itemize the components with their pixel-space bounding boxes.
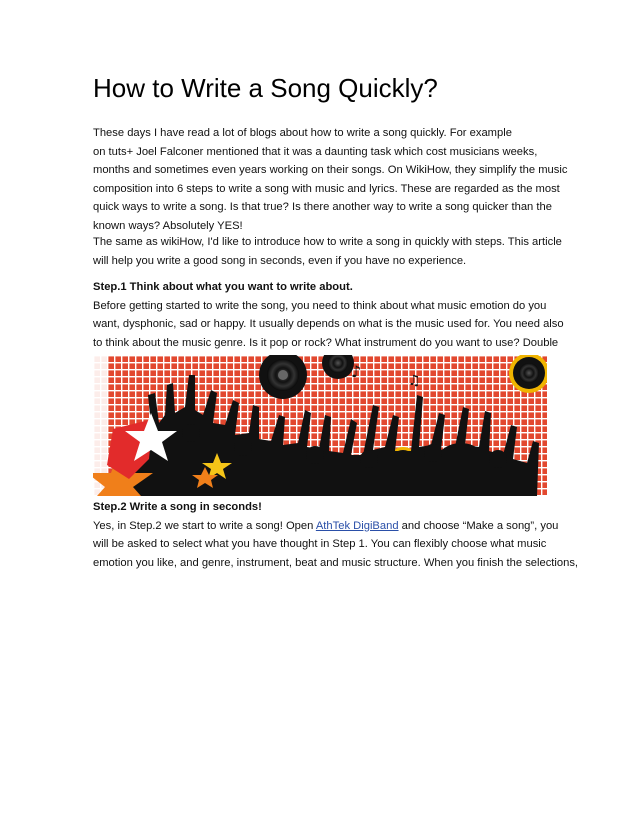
- paragraph-line: will help you write a good song in seconds, even if you have no experience.: [93, 254, 467, 267]
- intro-line: months and sometimes even years working on their songs. On WikiHow, they simplify the music: [93, 164, 568, 176]
- concert-illustration: [93, 355, 547, 496]
- step2-section: [93, 498, 579, 572]
- step2-heading: Step.2 Write a song in seconds!: [93, 501, 262, 513]
- step1-line: to think about the music genre. Is it pop or rock? What instrument do you want to use? Double: [93, 336, 559, 349]
- intro-line: on tuts+ Joel Falconer mentioned that it was a daunting task which cost musicians weeks,: [93, 145, 538, 158]
- step2-line: [93, 517, 559, 536]
- step2-text: and choose “Make a song”, you: [398, 519, 559, 532]
- intro-paragraph: [93, 124, 568, 235]
- step2-line: emotion you like, and genre, instrument, beat and music structure. When you finish the selections,: [93, 556, 579, 569]
- svg-text:♪: ♪: [351, 362, 362, 381]
- intro-line: These days I have read a lot of blogs about how to write a song quickly. For example: [93, 127, 512, 139]
- step2-text: Yes, in Step.2 we start to write a song! Open: [93, 519, 316, 532]
- svg-text:♫: ♫: [408, 373, 421, 389]
- second-paragraph: [93, 233, 562, 270]
- page-title: How to Write a Song Quickly?: [93, 73, 438, 103]
- step1-heading: Step.1 Think about what you want to write about.: [93, 281, 353, 293]
- intro-line: known ways? Absolutely YES!: [93, 219, 243, 232]
- step1-line: Before getting started to write the song, you need to think about what music emotion do you: [93, 299, 547, 312]
- intro-line: composition into 6 steps to write a song with music and lyrics. These are regarded as the most: [93, 182, 560, 195]
- athtek-digiband-link[interactable]: AthTek DigiBand: [315, 519, 399, 532]
- step1-line: want, dysphonic, sad or happy. It usually depends on what is the music used for. You need also: [93, 318, 564, 330]
- intro-line: quick ways to write a song. Is that true? Is there another way to write a song quicker than the: [93, 201, 552, 213]
- concert-crowd-speakers-icon: [93, 355, 547, 496]
- step2-line: will be asked to select what you have thought in Step 1. You can flexibly choose what music: [93, 538, 547, 550]
- paragraph-line: The same as wikiHow, I'd like to introduce how to write a song in quickly with steps. This article: [93, 236, 562, 248]
